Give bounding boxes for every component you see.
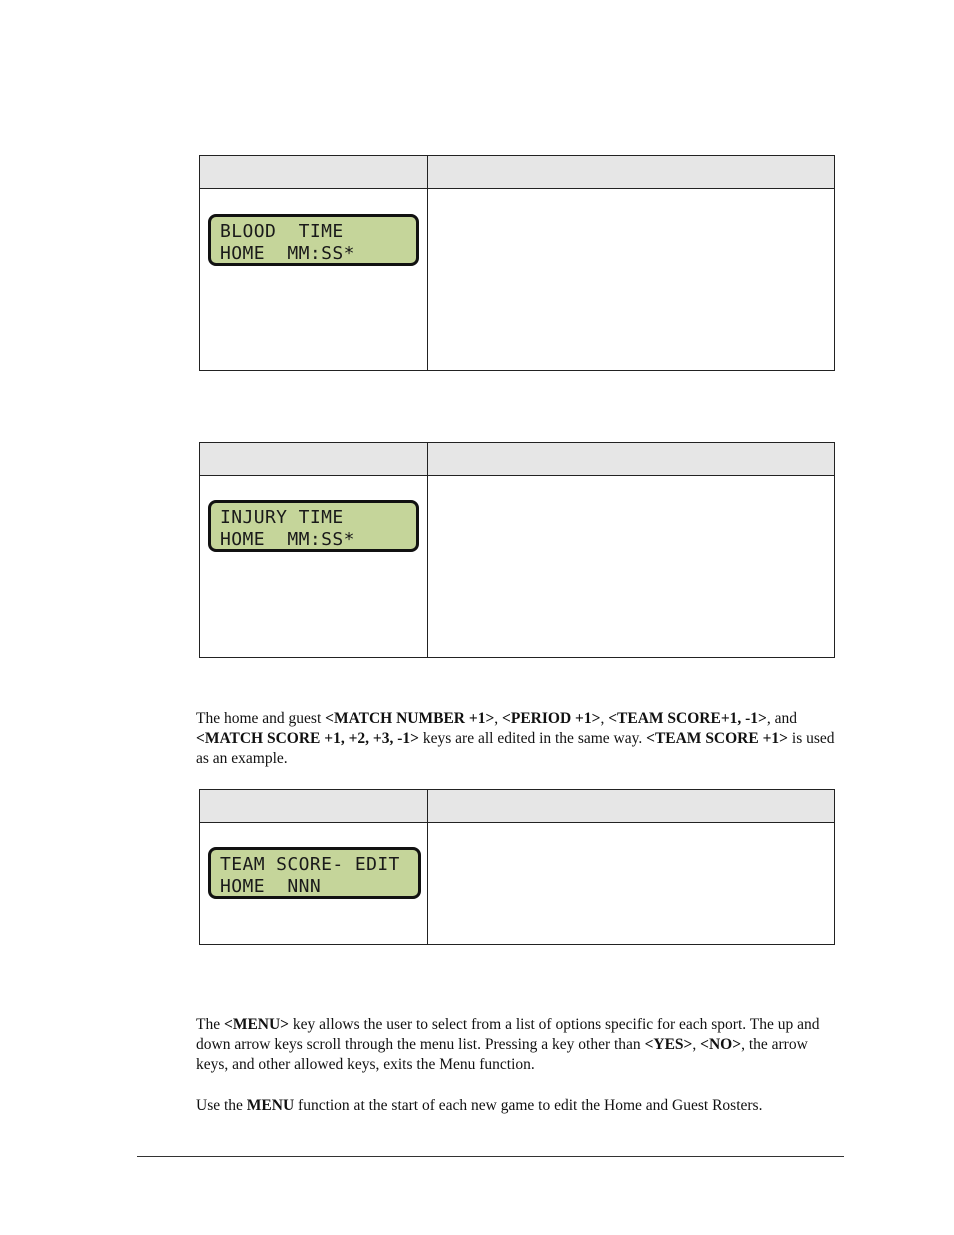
- key-match-number: <MATCH NUMBER +1>: [325, 710, 495, 727]
- key-team-score-plus-one: <TEAM SCORE +1>: [646, 730, 789, 747]
- lcd-display: [208, 847, 421, 899]
- text: keys are all edited in the same way.: [419, 730, 647, 747]
- table-header: [200, 790, 834, 823]
- footer-rule: [137, 1156, 844, 1157]
- lcd-display: [208, 500, 419, 552]
- key-team-score: <TEAM SCORE+1, -1>: [608, 710, 767, 727]
- lcd-line-2: HOME MM:SS*: [220, 529, 355, 550]
- key-menu: <MENU>: [223, 1016, 290, 1033]
- text: Use the: [196, 1097, 247, 1114]
- blood-time-table: [199, 155, 835, 371]
- lcd-line-2: HOME NNN: [220, 876, 322, 897]
- use-menu-paragraph: [196, 1096, 846, 1116]
- lcd-line-1: BLOOD TIME: [220, 221, 344, 242]
- menu-paragraph: [196, 1015, 836, 1075]
- injury-time-table: [199, 442, 835, 658]
- lcd-line-1: TEAM SCORE- EDIT: [220, 854, 400, 875]
- lcd-line-2: HOME MM:SS*: [220, 243, 355, 264]
- text: ,: [692, 1036, 701, 1053]
- edit-keys-paragraph: [196, 709, 846, 769]
- text: , and: [766, 710, 798, 727]
- text: , the arrow keys, and other allowed keys, exits the Menu function.: [196, 1036, 808, 1073]
- display-cell: [200, 476, 428, 658]
- text: ,: [600, 710, 609, 727]
- key-yes: <YES>: [644, 1036, 693, 1053]
- text: function at the start of each new game to edit the Home and Guest Rosters.: [294, 1097, 763, 1114]
- display-cell: [200, 189, 428, 371]
- text: key allows the user to select from a list of options specific for each sport. The up and down arrow keys scroll through the menu list. Pressing a key other than: [196, 1016, 820, 1053]
- text: The home and guest: [196, 710, 326, 727]
- description-cell: [428, 823, 834, 945]
- key-period: <PERIOD +1>: [502, 710, 601, 727]
- description-cell: [428, 476, 834, 658]
- menu-term: MENU: [246, 1097, 295, 1114]
- table-header: [200, 156, 834, 189]
- text: is used as an example.: [196, 730, 835, 767]
- display-cell: [200, 823, 428, 945]
- key-match-score: <MATCH SCORE +1, +2, +3, -1>: [196, 730, 419, 747]
- lcd-display: [208, 214, 419, 266]
- team-score-edit-table: [199, 789, 835, 945]
- lcd-line-1: INJURY TIME: [220, 507, 344, 528]
- text: ,: [494, 710, 503, 727]
- table-header: [200, 443, 834, 476]
- text: The: [196, 1016, 224, 1033]
- description-cell: [428, 189, 834, 371]
- key-no: <NO>: [700, 1036, 742, 1053]
